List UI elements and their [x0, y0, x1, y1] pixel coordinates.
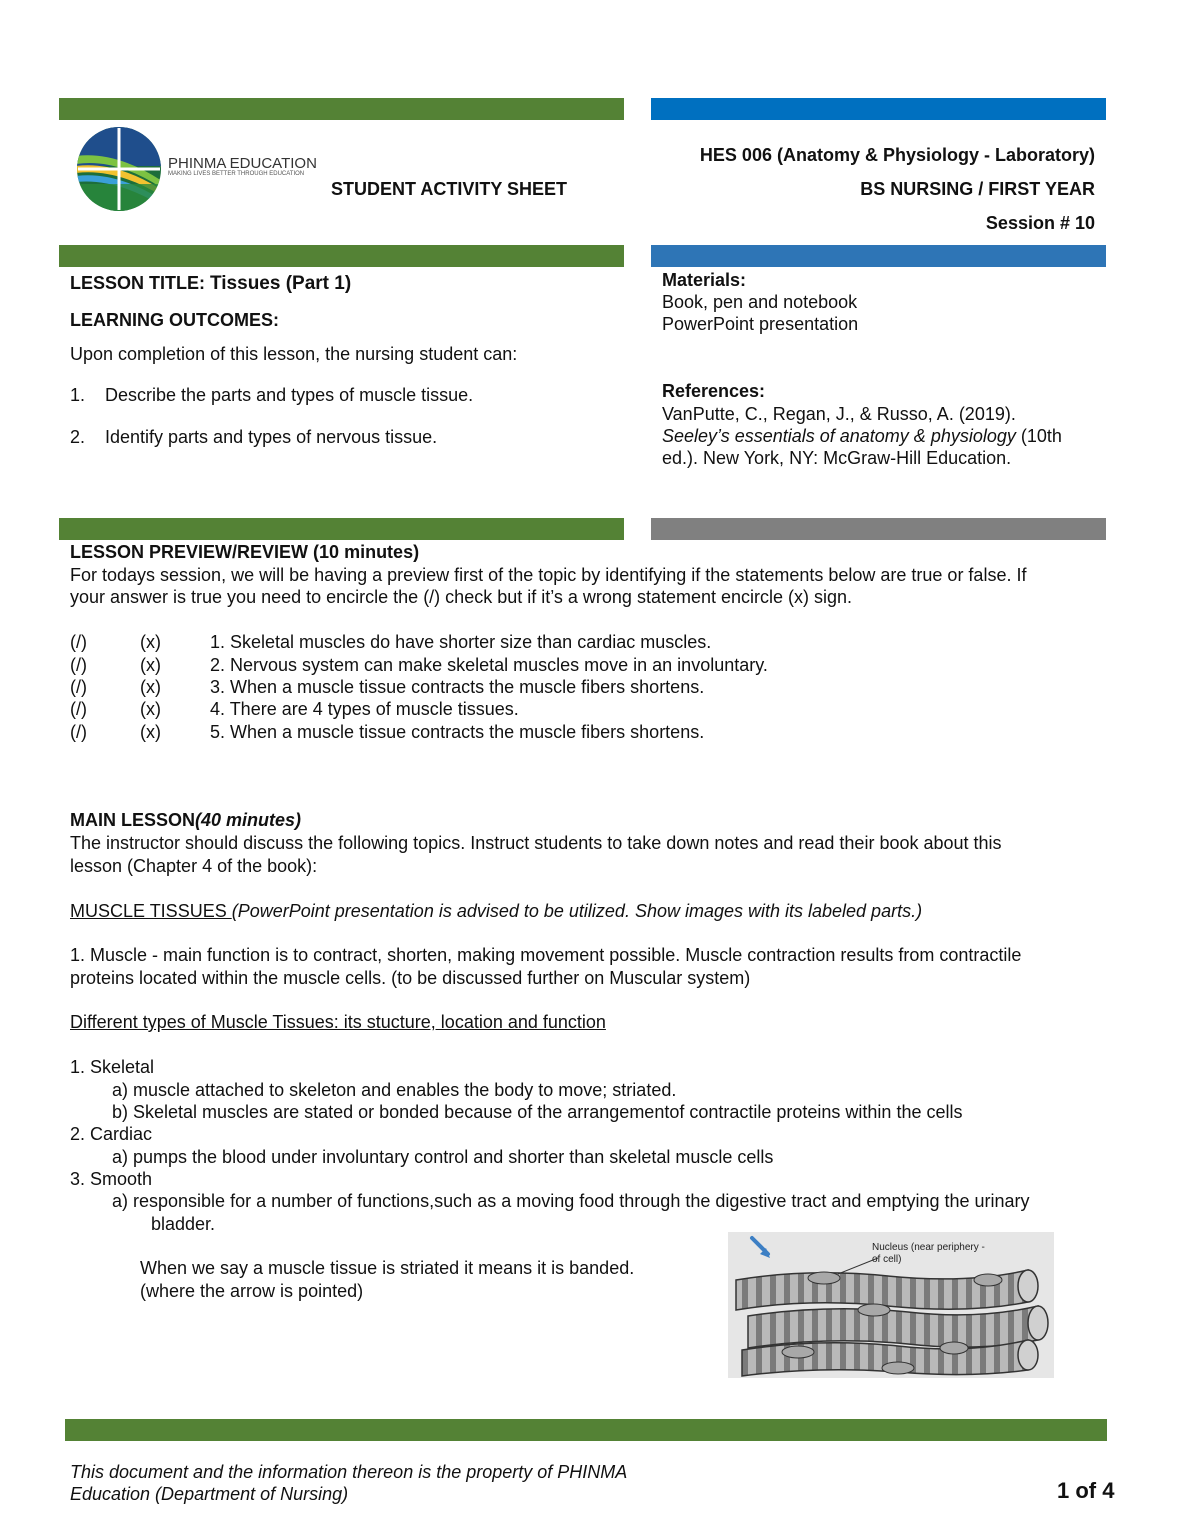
logo-name: PHINMA EDUCATION [168, 155, 317, 172]
striated-explanation: When we say a muscle tissue is striated it means it is banded. [140, 1258, 635, 1278]
materials-item-1: Book, pen and notebook [662, 292, 858, 312]
skeletal-point-b: b) Skeletal muscles are stated or bonded because of the arrangementof contractile proteins within the cells [112, 1102, 963, 1122]
type-smooth: 3. Smooth [70, 1169, 153, 1189]
reference-book-title: Seeley’s essentials of anatomy & physiology [662, 426, 1016, 446]
preview-instructions-1: For todays session, we will be having a preview first of the topic by identifying if the statements below are true or false. If [70, 565, 1027, 585]
figure-label-nucleus: Nucleus (near periphery - [872, 1242, 985, 1253]
outcome-num-1: 1. [70, 385, 86, 405]
preview-bar-left [59, 518, 624, 540]
logo-tagline: MAKING LIVES BETTER THROUGH EDUCATION [168, 171, 305, 177]
preview-statement-5: 5. When a muscle tissue contracts the muscle fibers shortens. [210, 722, 705, 742]
preview-statement-4: 4. There are 4 types of muscle tissues. [210, 699, 519, 719]
materials-item-2: PowerPoint presentation [662, 314, 859, 334]
figure-label-nucleus-cont: of cell) [872, 1254, 902, 1265]
preview-cross-1: (x) [140, 632, 161, 652]
preview-duration: (10 minutes) [308, 542, 420, 562]
preview-check-1: (/) [70, 632, 87, 652]
section-bar-left [59, 245, 624, 267]
footer-notice-1: This document and the information thereon is the property of PHINMA [70, 1462, 628, 1482]
preview-check-5: (/) [70, 722, 87, 742]
sheet-title: STUDENT ACTIVITY SHEET [331, 179, 568, 199]
preview-check-3: (/) [70, 677, 87, 697]
preview-statement-1: 1. Skeletal muscles do have shorter size than cardiac muscles. [210, 632, 712, 652]
footer-notice-2: Education (Department of Nursing) [70, 1484, 349, 1504]
reference-line-2 [662, 425, 1062, 447]
smooth-point-a: a) responsible for a number of functions,such as a moving food through the digestive tract and emptying the urinary [112, 1191, 1030, 1211]
preview-check-2: (/) [70, 655, 87, 675]
preview-cross-2: (x) [140, 655, 161, 675]
program: BS NURSING / FIRST YEAR [860, 179, 1095, 199]
type-cardiac: 2. Cardiac [70, 1124, 153, 1144]
preview-heading-text: LESSON PREVIEW/REVIEW [70, 542, 309, 562]
outcome-num-2: 2. [70, 427, 86, 447]
muscle-tissues-line [70, 900, 922, 922]
preview-cross-5: (x) [140, 722, 161, 742]
preview-bar-right [651, 518, 1106, 540]
outcomes-heading: LEARNING OUTCOMES: [70, 310, 279, 330]
skeletal-muscle-figure [728, 1232, 1054, 1378]
muscle-tissues-heading: MUSCLE TISSUES [70, 901, 232, 921]
phinma-logo-icon [76, 126, 162, 212]
footer-bar [65, 1419, 1107, 1441]
materials-heading: Materials: [662, 270, 747, 290]
type-skeletal: 1. Skeletal [70, 1057, 155, 1077]
muscle-tissues-note: (PowerPoint presentation is advised to be utilized. Show images with its labeled parts.) [231, 901, 923, 921]
preview-heading [70, 541, 419, 563]
preview-cross-4: (x) [140, 699, 161, 719]
muscle-definition-2: proteins located within the muscle cells. (to be discussed further on Muscular system) [70, 968, 751, 988]
preview-statement-3: 3. When a muscle tissue contracts the muscle fibers shortens. [210, 677, 705, 697]
preview-statement-2: 2. Nervous system can make skeletal muscles move in an involuntary. [210, 655, 768, 675]
main-lesson-heading-text: MAIN LESSON [70, 810, 196, 830]
header-bar-right [651, 98, 1106, 120]
main-lesson-heading [70, 809, 301, 831]
outcomes-intro: Upon completion of this lesson, the nursing student can: [70, 344, 518, 364]
lesson-title-label: LESSON TITLE: [70, 273, 205, 293]
preview-check-4: (/) [70, 699, 87, 719]
session-number: Session # 10 [985, 213, 1095, 233]
page-number: 1 of 4 [1057, 1478, 1115, 1503]
striated-note: (where the arrow is pointed) [140, 1281, 364, 1301]
main-lesson-intro-1: The instructor should discuss the following topics. Instruct students to take down notes and read their book about this [70, 833, 1002, 853]
lesson-title [70, 272, 351, 295]
reference-line-3: ed.). New York, NY: McGraw-Hill Education. [662, 448, 1012, 468]
reference-line-1: VanPutte, C., Regan, J., & Russo, A. (2019). [662, 404, 1016, 424]
course-title: HES 006 (Anatomy & Physiology - Laboratory) [699, 145, 1095, 165]
cardiac-point-a: a) pumps the blood under involuntary control and shorter than skeletal muscle cells [112, 1147, 774, 1167]
main-lesson-duration: (40 minutes) [195, 810, 302, 830]
preview-cross-3: (x) [140, 677, 161, 697]
muscle-types-heading: Different types of Muscle Tissues: its stucture, location and function [70, 1012, 606, 1032]
main-lesson-intro-2: lesson (Chapter 4 of the book): [70, 856, 318, 876]
smooth-point-a-cont: bladder. [151, 1214, 216, 1234]
outcome-text-2: Identify parts and types of nervous tissue. [105, 427, 438, 447]
skeletal-point-a: a) muscle attached to skeleton and enables the body to move; striated. [112, 1080, 677, 1100]
muscle-definition-1: 1. Muscle - main function is to contract, shorten, making movement possible. Muscle contraction results from contractile [70, 945, 1022, 965]
preview-instructions-2: your answer is true you need to encircle the (/) check but if it’s a wrong statement encircle (x) sign. [70, 587, 853, 607]
section-bar-right [651, 245, 1106, 267]
outcome-text-1: Describe the parts and types of muscle tissue. [105, 385, 474, 405]
reference-edition: (10th [1015, 426, 1062, 446]
lesson-title-value: Tissues (Part 1) [210, 273, 352, 294]
header-bar-left [59, 98, 624, 120]
references-heading: References: [662, 381, 766, 401]
